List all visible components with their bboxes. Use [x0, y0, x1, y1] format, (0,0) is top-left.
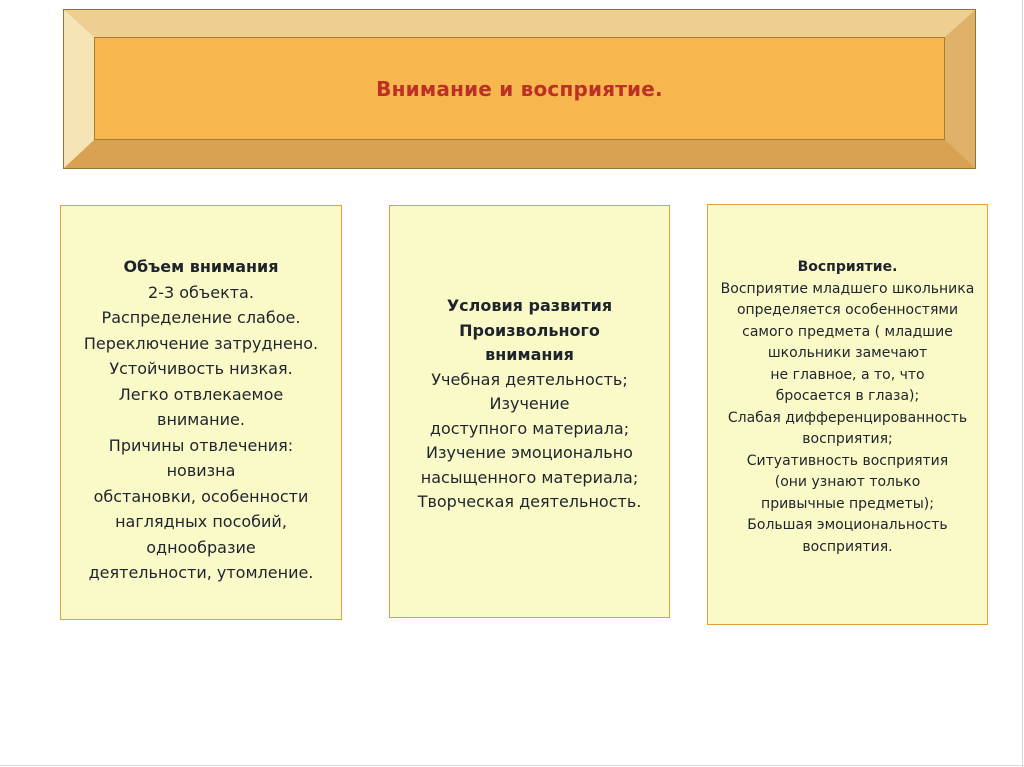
text-line: новизна	[166, 461, 236, 480]
slide-bottom-border	[0, 765, 1024, 766]
text-line: Учебная деятельность;	[431, 369, 628, 389]
text-line: Большая эмоциональность	[747, 517, 948, 533]
text-line: Восприятие младшего школьника	[720, 280, 975, 297]
text-line: определяется особенностями	[736, 302, 959, 318]
text-line: восприятия.	[802, 538, 893, 555]
text-line: Переключение затруднено.	[83, 333, 319, 353]
text-line: Устойчивость низкая.	[109, 359, 293, 378]
card-voluntary-attention-body	[390, 368, 669, 515]
text-line: обстановки, особенности	[93, 486, 309, 506]
text-line: не главное, а то, что	[770, 366, 925, 383]
card-voluntary-attention-conditions	[389, 205, 670, 618]
text-line: наглядных пособий,	[115, 512, 287, 531]
card-perception	[707, 204, 988, 625]
card-perception-body	[708, 279, 987, 559]
text-line: Творческая деятельность.	[417, 492, 642, 511]
text-line: школьники замечают	[767, 345, 928, 361]
title-banner-frame	[64, 10, 975, 168]
text-line: Изучение	[489, 394, 570, 413]
text-line: внимания	[485, 345, 574, 364]
text-line: Объем внимания	[123, 257, 279, 276]
text-line: бросается в глаза);	[775, 388, 920, 404]
text-line: доступного материала;	[429, 418, 630, 438]
text-line: Восприятие.	[797, 259, 898, 275]
card-attention-volume	[60, 205, 342, 620]
text-line: деятельности, утомление.	[88, 563, 314, 582]
title-banner-face	[94, 37, 945, 140]
card-attention-volume-heading	[61, 254, 341, 280]
text-line: Произвольного	[459, 320, 600, 340]
text-line: Распределение слабое.	[101, 308, 301, 327]
text-line: Изучение эмоционально	[426, 443, 633, 462]
card-voluntary-attention-heading	[390, 294, 669, 368]
slide-right-border	[1022, 0, 1023, 767]
text-line: самого предмета ( младшие	[742, 323, 953, 340]
slide-title: Внимание и восприятие.	[376, 76, 663, 101]
text-line: Причины отвлечения:	[108, 435, 294, 455]
text-line: привычные предметы);	[761, 495, 934, 512]
text-line: Легко отвлекаемое	[118, 384, 284, 404]
text-line: однообразие	[146, 537, 256, 557]
card-perception-heading	[708, 257, 987, 279]
text-line: насыщенного материала;	[420, 467, 639, 487]
text-line: Ситуативность восприятия	[746, 452, 949, 469]
text-line: (они узнают только	[774, 474, 921, 490]
card-attention-volume-body	[61, 280, 341, 586]
text-line: 2-3 объекта.	[148, 282, 254, 302]
text-line: внимание.	[157, 410, 245, 429]
text-line: восприятия;	[802, 431, 893, 447]
text-line: Условия развития	[446, 296, 613, 315]
text-line: Слабая дифференцированность	[727, 409, 968, 426]
